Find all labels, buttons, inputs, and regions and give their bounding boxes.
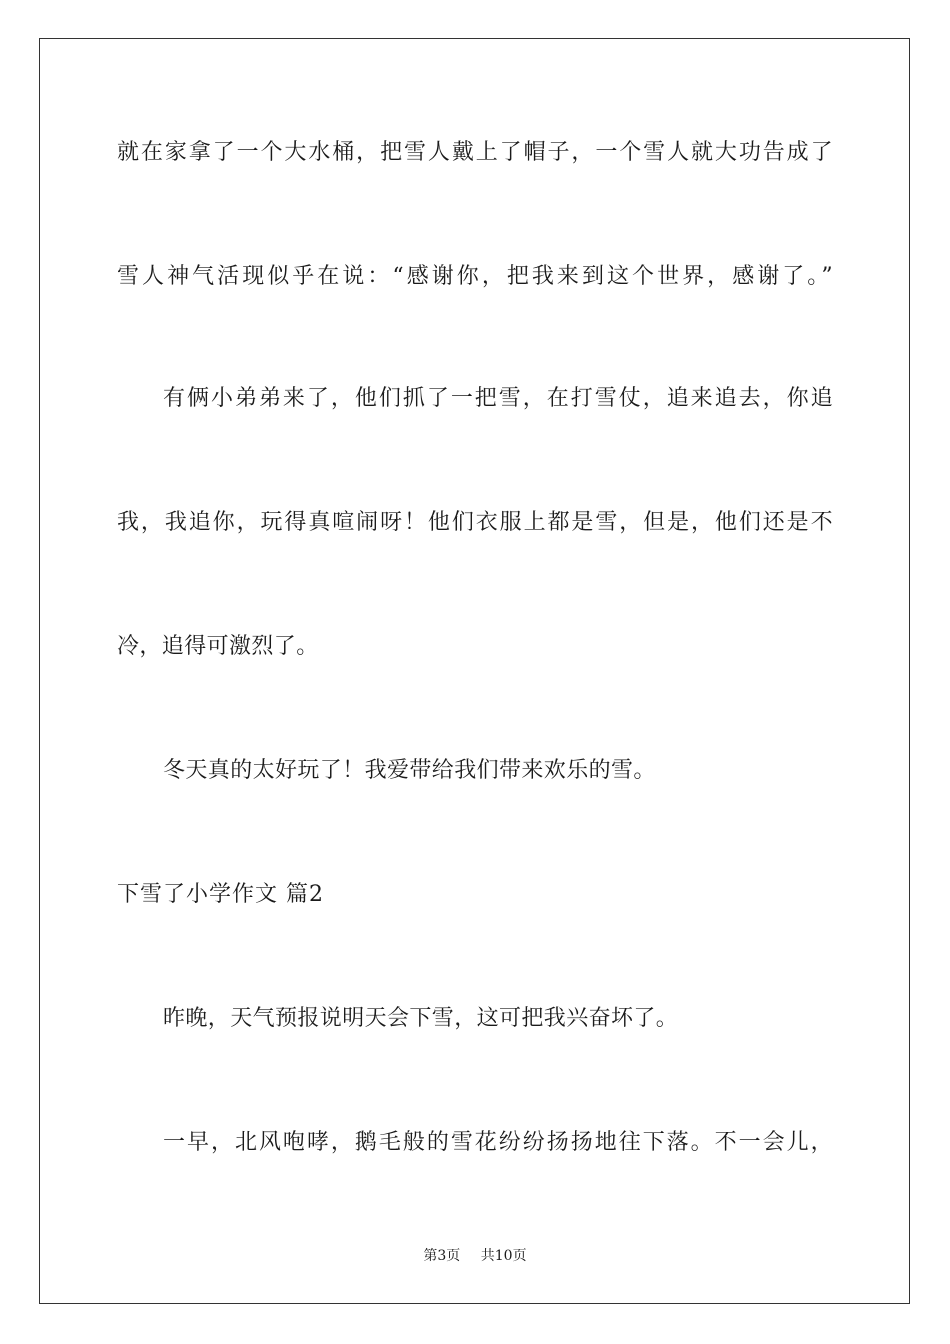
text-line-4: 我，我追你，玩得真喧闹呀！他们衣服上都是雪，但是，他们还是不 [117,510,833,535]
text-line-7: 昨晚，天气预报说明天会下雪，这可把我兴奋坏了。 [163,1006,679,1031]
page-frame [39,38,910,1304]
page-number: 第3页 [423,1248,461,1264]
text-line-2: 雪人神气活现似乎在说：“感谢你，把我来到这个世界，感谢了。” [117,264,833,289]
text-line-6: 冬天真的太好玩了！我爱带给我们带来欢乐的雪。 [163,758,656,783]
text-line-1: 就在家拿了一个大水桶，把雪人戴上了帽子，一个雪人就大功告成了 [117,140,833,165]
section-heading: 下雪了小学作文 篇2 [117,882,324,907]
page-footer [0,1246,950,1266]
page-total: 共10页 [480,1248,527,1264]
text-line-3: 有俩小弟弟来了，他们抓了一把雪，在打雪仗，追来追去，你追 [163,386,833,411]
text-line-8: 一早，北风咆哮，鹅毛般的雪花纷纷扬扬地往下落。不一会儿， [163,1130,833,1155]
text-line-5: 冷，追得可激烈了。 [117,634,319,659]
